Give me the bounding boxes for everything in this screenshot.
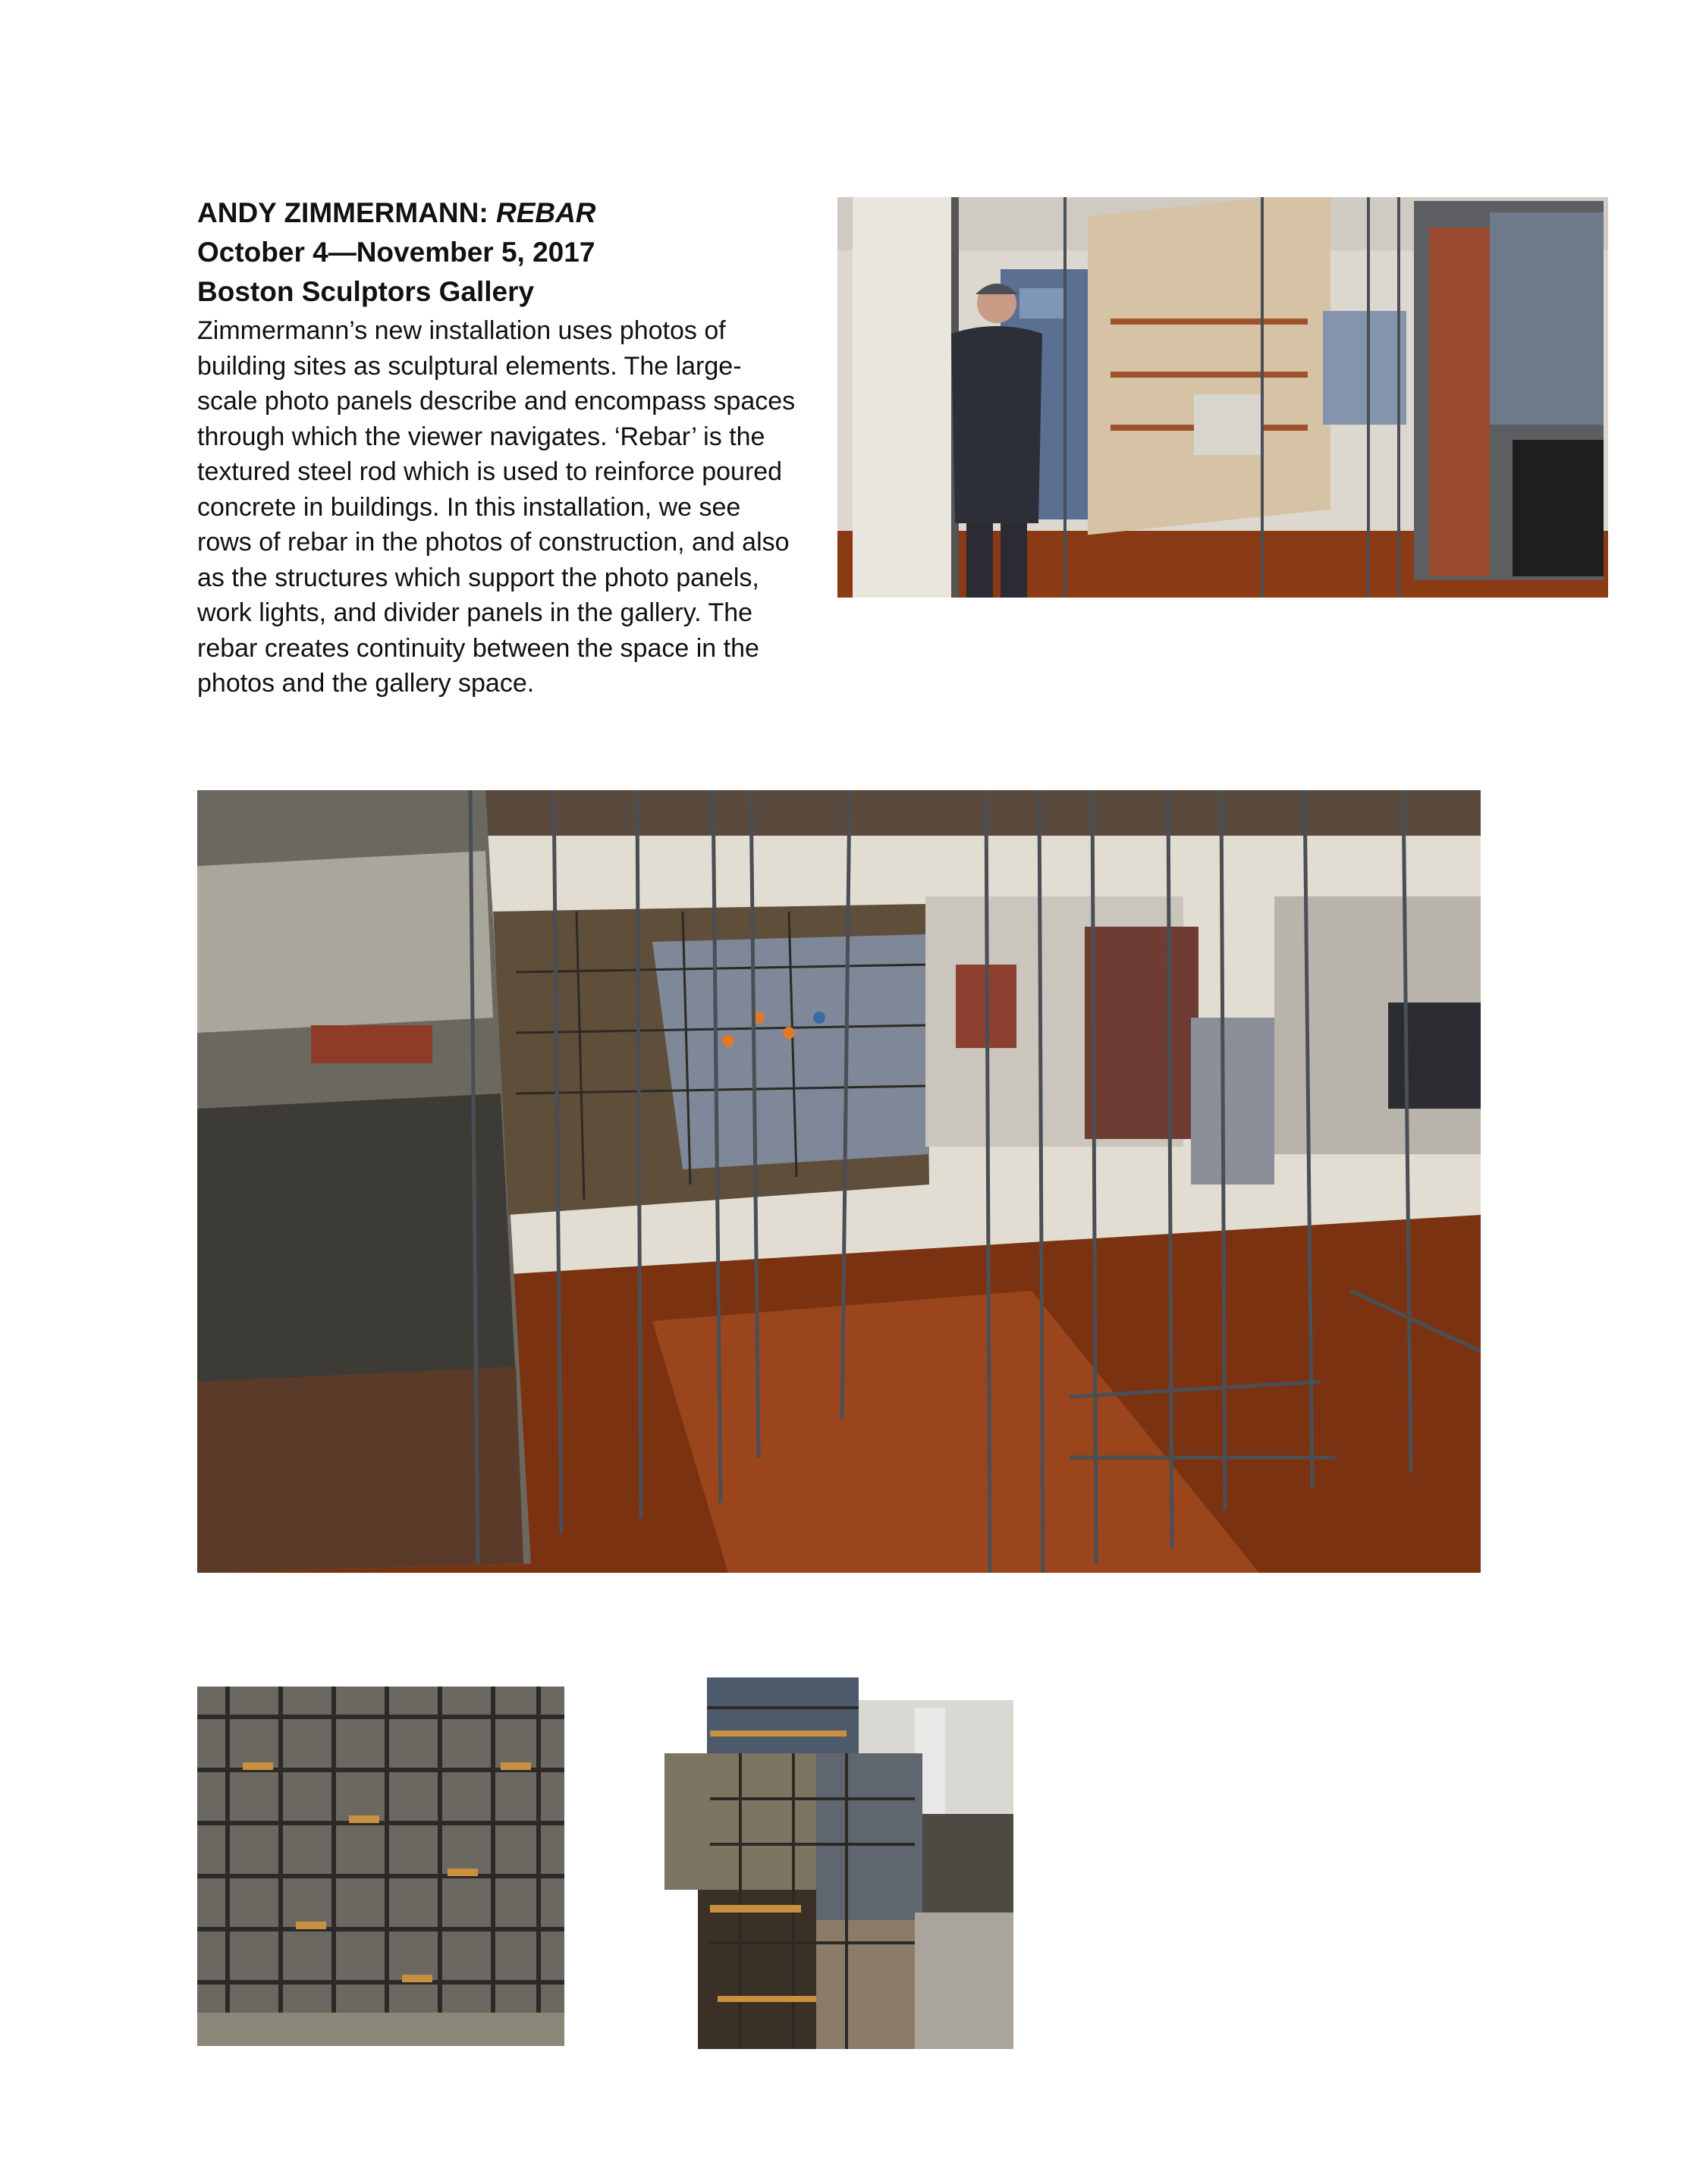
photo-steel-framework [197, 1687, 564, 2046]
photo-installation-view [197, 790, 1481, 1573]
exhibition-title: REBAR [495, 197, 596, 228]
exhibition-text [197, 193, 796, 701]
photo-construction-collage [664, 1677, 1013, 2049]
exhibition-dates: October 4—November 5, 2017 [197, 237, 595, 268]
gallery-name: Boston Sculptors Gallery [197, 276, 535, 307]
exhibition-description: Zimmermann’s new installation uses photos of building sites as sculptural elements. The large-scale photo panels describe and encompass spaces through which the viewer navigates. ‘Rebar’ is the textured steel rod which is used to reinforce poured concrete in buildings. In this installation, we see rows of rebar in the photos of construction, and also as the structures which support the photo panels, work lights, and divider panels in the gallery. The rebar creates continuity between the space in the photos and the gallery space. [197, 316, 796, 698]
photo-artist-in-gallery [837, 197, 1608, 598]
exhibition-heading [197, 193, 796, 233]
artist-name: ANDY ZIMMERMANN: [197, 197, 496, 228]
